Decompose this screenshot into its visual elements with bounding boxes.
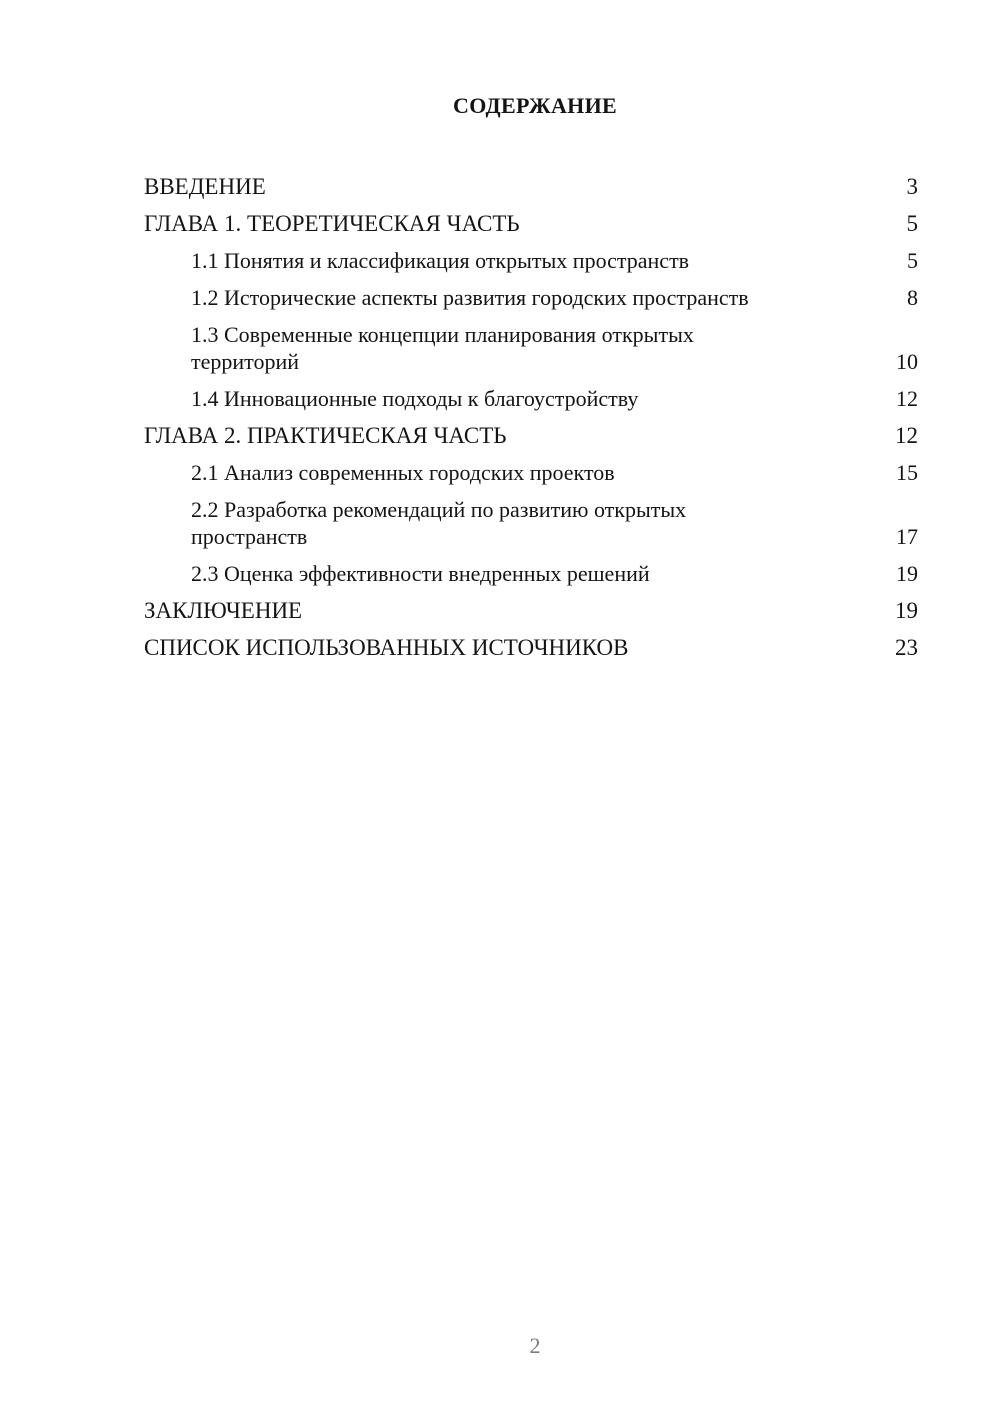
toc-entry-title: 1.2 Исторические аспекты развития городских пространств xyxy=(191,285,749,310)
toc-entry-section-1-3[interactable] xyxy=(144,316,918,380)
toc-entry-title: СПИСОК ИСПОЛЬЗОВАННЫХ ИСТОЧНИКОВ xyxy=(144,635,629,660)
toc-entry-title: 1.1 Понятия и классификация открытых пространств xyxy=(191,248,690,273)
toc-entry-title: ГЛАВА 2. ПРАКТИЧЕСКАЯ ЧАСТЬ xyxy=(144,423,507,448)
toc-entry-title: 2.3 Оценка эффективности внедренных решений xyxy=(191,561,650,586)
toc-entry-page: 10 xyxy=(896,349,918,374)
toc-entry-page: 23 xyxy=(895,635,918,660)
toc-entry-title: ГЛАВА 1. ТЕОРЕТИЧЕСКАЯ ЧАСТЬ xyxy=(144,211,520,236)
toc-entry-chapter-2[interactable] xyxy=(144,417,918,454)
toc-entry-page: 19 xyxy=(895,598,918,623)
table-of-contents xyxy=(144,168,918,666)
toc-entry-section-2-1[interactable] xyxy=(144,454,918,491)
toc-entry-introduction[interactable] xyxy=(144,168,918,205)
toc-heading: СОДЕРЖАНИЕ xyxy=(453,93,617,118)
toc-entry-page: 12 xyxy=(896,386,918,411)
toc-entry-title: 2.1 Анализ современных городских проектов xyxy=(191,460,615,485)
toc-entry-title: 2.2 Разработка рекомендаций по развитию открытых пространств xyxy=(191,497,687,549)
page-number: 2 xyxy=(529,1333,541,1358)
toc-entry-page: 15 xyxy=(896,460,918,485)
toc-entry-page: 8 xyxy=(907,285,918,310)
toc-entry-page: 5 xyxy=(907,248,918,273)
toc-entry-references[interactable] xyxy=(144,629,918,666)
toc-entry-title: ВВЕДЕНИЕ xyxy=(144,174,266,199)
toc-entry-title: 1.3 Современные концепции планирования открытых территорий xyxy=(191,322,694,374)
toc-entry-section-2-2[interactable] xyxy=(144,491,918,555)
toc-entry-page: 17 xyxy=(896,524,918,549)
toc-entry-title: 1.4 Инновационные подходы к благоустройству xyxy=(191,386,639,411)
toc-entry-section-1-1[interactable] xyxy=(144,242,918,279)
toc-entry-chapter-1[interactable] xyxy=(144,205,918,242)
toc-entry-conclusion[interactable] xyxy=(144,592,918,629)
toc-entry-title: ЗАКЛЮЧЕНИЕ xyxy=(144,598,303,623)
toc-entry-page: 12 xyxy=(895,423,918,448)
toc-entry-section-1-2[interactable] xyxy=(144,279,918,316)
toc-entry-page: 19 xyxy=(896,561,918,586)
toc-entry-page: 3 xyxy=(906,174,918,199)
toc-entry-section-1-4[interactable] xyxy=(144,380,918,417)
toc-entry-section-2-3[interactable] xyxy=(144,555,918,592)
toc-entry-page: 5 xyxy=(906,211,918,236)
